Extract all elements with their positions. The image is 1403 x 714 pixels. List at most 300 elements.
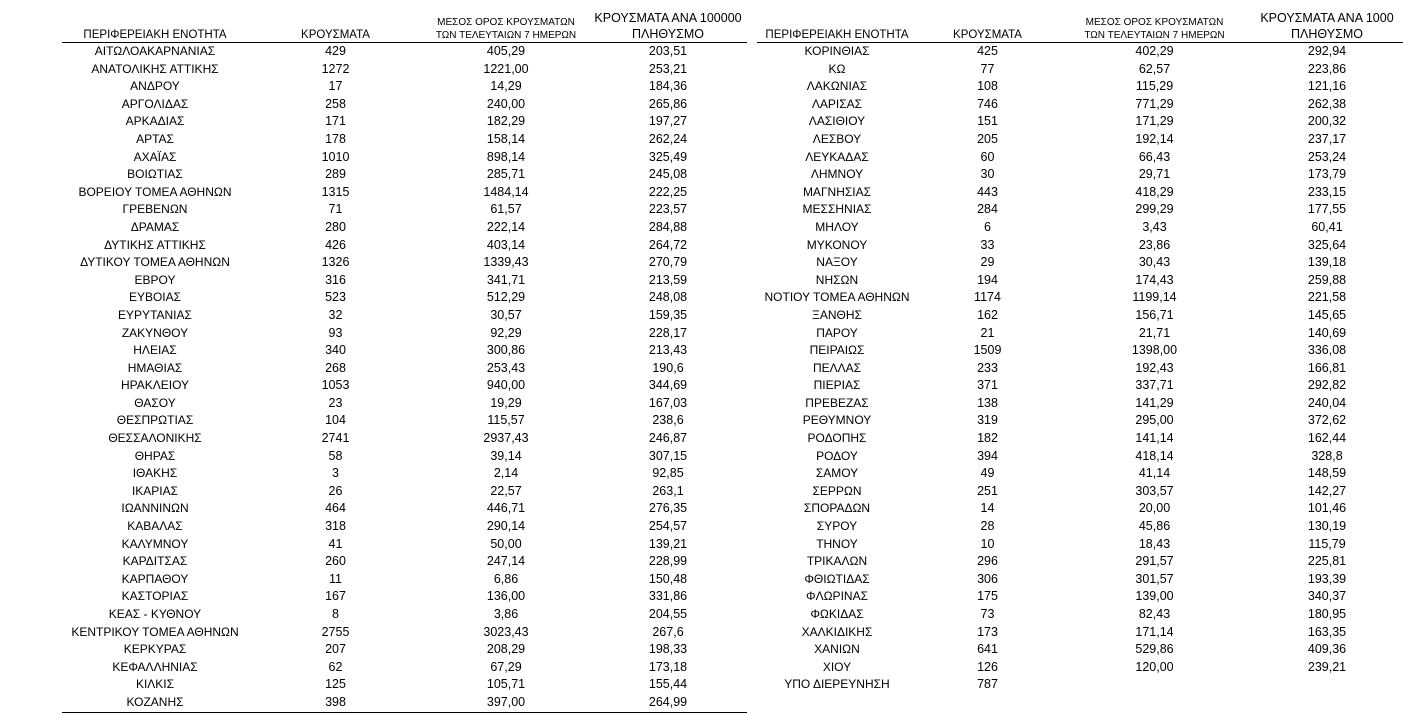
avg7-cell: 62,57 (1138, 61, 1171, 76)
avg7-cell: 171,29 (1135, 114, 1174, 129)
table-row (757, 289, 1403, 307)
region-cell: ΛΑΚΩΝΙΑΣ (806, 79, 868, 94)
region-cell: ΑΧΑΪΑΣ (133, 149, 177, 164)
per100k-cell: 130,19 (1307, 519, 1347, 534)
per100k-cell: 325,64 (1307, 237, 1347, 252)
header-per100k-line2: ΠΛΗΘΥΣΜΟ (632, 27, 704, 41)
region-cell: ΑΙΤΩΛΟΑΚΑΡΝΑΝΙΑΣ (94, 44, 216, 58)
table-row (62, 571, 747, 589)
per100k-cell: 150,48 (648, 571, 688, 586)
per100k-cell: 193,39 (1307, 571, 1347, 586)
region-cell: ΚΕΝΤΡΙΚΟΥ ΤΟΜΕΑ ΑΘΗΝΩΝ (71, 624, 239, 639)
table-row (62, 694, 747, 712)
cases-cell: 194 (977, 272, 998, 287)
region-cell: ΤΡΙΚΑΛΩΝ (806, 554, 868, 569)
table-row (757, 676, 1403, 694)
table-row (757, 219, 1403, 237)
avg7-cell: 192,14 (1135, 131, 1174, 146)
cases-cell: 62 (328, 659, 343, 674)
header-region: ΠΕΡΙΦΕΡΕΙΑΚΗ ΕΝΟΤΗΤΑ (83, 29, 227, 41)
region-cell: ΚΩ (828, 61, 846, 76)
cases-cell: 398 (325, 694, 346, 709)
cases-cell: 296 (977, 554, 998, 569)
table-row (757, 571, 1403, 589)
region-cell: ΝΗΣΩΝ (815, 272, 859, 287)
per100k-cell: 142,27 (1307, 483, 1347, 498)
region-cell: ΚΑΡΔΙΤΣΑΣ (122, 554, 188, 569)
table-row (757, 149, 1403, 167)
table-row (62, 518, 747, 536)
region-cell: ΒΟΙΩΤΙΑΣ (127, 167, 183, 182)
table-row (62, 588, 747, 606)
region-cell: ΕΥΡΥΤΑΝΙΑΣ (118, 307, 192, 322)
avg7-cell: 403,14 (486, 237, 526, 252)
region-cell: ΙΩΑΝΝΙΝΩΝ (121, 501, 189, 516)
cases-cell: 108 (977, 79, 998, 94)
per100k-cell: 140,69 (1307, 325, 1347, 340)
region-cell: ΚΕΦΑΛΛΗΝΙΑΣ (112, 659, 198, 674)
per100k-cell: 173,79 (1307, 167, 1347, 182)
table-row (757, 395, 1403, 413)
avg7-cell: 405,29 (486, 44, 526, 58)
per100k-cell: 139,21 (648, 536, 688, 551)
avg7-cell: 402,29 (1135, 44, 1174, 58)
table-row (62, 201, 747, 219)
cases-cell: 32 (328, 307, 343, 322)
region-cell: ΧΑΝΙΩΝ (814, 642, 860, 657)
cases-cell: 60 (980, 149, 995, 164)
table-row (757, 465, 1403, 483)
cases-cell: 77 (980, 61, 995, 76)
per100k-cell: 92,85 (652, 466, 684, 481)
table-row (757, 113, 1403, 131)
per100k-cell: 115,79 (1308, 536, 1346, 551)
avg7-cell: 418,14 (1135, 448, 1174, 463)
header-per100k (1251, 8, 1403, 43)
cases-cell: 167 (325, 589, 346, 604)
cases-cell: 28 (980, 519, 995, 534)
per100k-cell: 372,62 (1307, 413, 1347, 428)
avg7-cell: 18,43 (1138, 536, 1171, 551)
per100k-cell: 307,15 (648, 448, 688, 463)
region-cell: ΡΟΔΟΥ (816, 448, 858, 463)
per100k-cell: 233,15 (1307, 184, 1347, 199)
region-cell: ΛΑΣΙΘΙΟΥ (808, 114, 866, 129)
region-cell: ΕΒΡΟΥ (134, 272, 176, 287)
region-cell: ΖΑΚΥΝΘΟΥ (121, 325, 189, 340)
region-cell: ΛΕΣΒΟΥ (812, 131, 862, 146)
region-cell: ΑΝΑΤΟΛΙΚΗΣ ΑΤΤΙΚΗΣ (91, 61, 219, 76)
avg7-cell: 253,43 (486, 360, 526, 375)
cases-cell: 280 (325, 219, 346, 234)
table-row (757, 61, 1403, 79)
cases-cell: 260 (325, 554, 346, 569)
table-row (757, 553, 1403, 571)
table-row (757, 659, 1403, 677)
region-cell: ΑΡΚΑΔΙΑΣ (125, 114, 185, 129)
avg7-cell: 174,43 (1135, 272, 1174, 287)
per100k-cell: 292,82 (1307, 378, 1347, 393)
avg7-cell: 30,43 (1138, 255, 1171, 270)
avg7-cell: 22,57 (490, 483, 522, 498)
cases-cell: 26 (328, 483, 343, 498)
per100k-cell: 225,81 (1307, 554, 1347, 569)
table-row (757, 43, 1403, 61)
region-cell: ΜΗΛΟΥ (815, 219, 859, 234)
per100k-cell: 264,72 (648, 237, 688, 252)
avg7-cell: 141,29 (1135, 395, 1174, 410)
per100k-cell: 325,49 (648, 149, 688, 164)
avg7-cell: 247,14 (486, 554, 526, 569)
cases-cell: 1053 (321, 378, 350, 393)
table-row (62, 61, 747, 79)
cases-cell: 125 (325, 677, 346, 692)
avg7-cell: 208,29 (486, 642, 526, 657)
table-row (62, 78, 747, 96)
table-row (62, 307, 747, 325)
region-cell: ΣΕΡΡΩΝ (812, 483, 862, 498)
avg7-cell: 418,29 (1135, 184, 1174, 199)
avg7-cell: 41,14 (1138, 466, 1171, 481)
avg7-cell: 285,71 (486, 167, 526, 182)
header-cases: ΚΡΟΥΣΜΑΤΑ (953, 29, 1022, 41)
avg7-cell: 66,43 (1138, 149, 1171, 164)
header-avg7-line2: ΤΩΝ ΤΕΛΕΥΤΑΙΩΝ 7 ΗΜΕΡΩΝ (1084, 30, 1225, 41)
per100k-cell: 262,38 (1307, 96, 1347, 111)
per100k-cell: 246,87 (648, 431, 688, 446)
cases-cell: 126 (977, 659, 998, 674)
table-row (757, 78, 1403, 96)
region-cell: ΛΑΡΙΣΑΣ (811, 96, 863, 111)
table-row (62, 272, 747, 290)
header-per100k (589, 8, 747, 43)
header-avg7-line2: ΤΩΝ ΤΕΛΕΥΤΑΙΩΝ 7 ΗΜΕΡΩΝ (435, 30, 577, 41)
per100k-cell: 167,03 (648, 395, 688, 410)
cases-cell: 746 (977, 96, 998, 111)
per100k-cell: 409,36 (1307, 642, 1347, 657)
avg7-cell: 29,71 (1138, 167, 1171, 182)
per100k-cell: 198,33 (648, 642, 688, 657)
table-row (62, 149, 747, 167)
table-row (62, 430, 747, 448)
per100k-cell: 328,8 (1311, 448, 1343, 463)
region-cell: ΝΑΞΟΥ (816, 255, 858, 270)
region-cell: ΚΕΑΣ - ΚΥΘΝΟΥ (108, 607, 202, 621)
table-row (757, 536, 1403, 554)
table-row (62, 43, 747, 61)
per100k-cell: 223,86 (1307, 61, 1347, 76)
cases-cell: 29 (980, 255, 995, 270)
cases-cell: 1010 (321, 149, 350, 164)
cases-cell: 171 (325, 114, 346, 129)
table-row (757, 483, 1403, 501)
cases-cell: 175 (977, 589, 998, 604)
cases-cell: 17 (328, 79, 343, 94)
region-cell: ΦΘΙΩΤΙΔΑΣ (804, 571, 870, 586)
avg7-cell: 240,00 (486, 96, 526, 111)
right-header-row (757, 8, 1403, 43)
region-cell: ΤΗΝΟΥ (816, 536, 858, 551)
cases-cell: 258 (325, 96, 346, 111)
per100k-cell: 184,36 (648, 79, 688, 94)
table-row (757, 272, 1403, 290)
per100k-cell: 336,08 (1307, 343, 1347, 358)
avg7-cell: 115,29 (1135, 79, 1174, 94)
table-row (757, 325, 1403, 343)
per100k-cell: 121,16 (1307, 79, 1347, 94)
table-row (62, 536, 747, 554)
region-cell: ΔΥΤΙΚΗΣ ΑΤΤΙΚΗΣ (104, 237, 206, 252)
region-cell: ΡΕΘΥΜΝΟΥ (802, 413, 872, 428)
region-cell: ΓΡΕΒΕΝΩΝ (122, 202, 188, 217)
per100k-cell: 163,35 (1307, 624, 1347, 639)
cases-cell: 306 (977, 571, 998, 586)
per100k-cell: 222,25 (648, 184, 688, 199)
table-row (757, 430, 1403, 448)
table-row (62, 500, 747, 518)
per100k-cell: 213,59 (648, 272, 688, 287)
avg7-cell: 192,43 (1135, 360, 1174, 375)
avg7-cell: 23,86 (1138, 237, 1171, 252)
cases-cell: 316 (325, 272, 346, 287)
header-avg7-line1: ΜΕΣΟΣ ΟΡΟΣ ΚΡΟΥΣΜΑΤΩΝ (437, 17, 575, 28)
cases-cell: 284 (977, 202, 998, 217)
avg7-cell: 61,57 (490, 202, 522, 217)
per100k-cell: 270,79 (648, 255, 688, 270)
cases-cell: 73 (980, 607, 995, 621)
per100k-cell: 253,24 (1307, 149, 1347, 164)
avg7-cell: 446,71 (486, 501, 526, 516)
region-cell: ΚΙΛΚΙΣ (135, 677, 175, 692)
region-cell: ΑΡΤΑΣ (136, 131, 174, 146)
per100k-cell: 284,88 (648, 219, 688, 234)
avg7-cell: 290,14 (486, 519, 526, 534)
avg7-cell: 3,86 (493, 607, 519, 621)
per100k-cell: 344,69 (648, 378, 688, 393)
per100k-cell: 101,46 (1307, 501, 1347, 516)
region-cell: ΙΘΑΚΗΣ (132, 466, 178, 481)
avg7-cell: 1199,14 (1132, 290, 1177, 305)
cases-cell: 523 (325, 290, 346, 305)
per100k-cell: 276,35 (648, 501, 688, 516)
right-cases-table (757, 8, 1403, 694)
cases-cell: 2755 (321, 624, 350, 639)
cases-cell: 205 (977, 131, 998, 146)
table-row (62, 412, 747, 430)
per100k-cell: 145,65 (1307, 307, 1347, 322)
avg7-cell: 3,43 (1142, 219, 1167, 234)
avg7-cell: 1221,00 (483, 61, 529, 76)
cases-cell: 104 (325, 413, 346, 428)
table-row (62, 553, 747, 571)
per100k-cell: 213,43 (648, 343, 688, 358)
cases-cell: 319 (977, 413, 998, 428)
right-table-body (757, 43, 1403, 694)
avg7-cell: 1398,00 (1131, 343, 1178, 358)
avg7-cell: 50,00 (490, 536, 522, 551)
avg7-cell: 82,43 (1138, 607, 1171, 621)
per100k-cell: 204,55 (648, 607, 688, 621)
per100k-cell: 263,1 (652, 483, 684, 498)
avg7-cell: 303,57 (1135, 483, 1174, 498)
per100k-cell: 237,17 (1307, 131, 1347, 146)
per100k-cell: 190,6 (652, 360, 684, 375)
avg7-cell: 341,71 (486, 272, 526, 287)
table-row (62, 676, 747, 694)
per100k-cell: 265,86 (648, 96, 688, 111)
cases-cell: 21 (980, 325, 995, 340)
avg7-cell: 300,86 (486, 343, 526, 358)
cases-cell: 11 (329, 571, 342, 586)
cases-cell: 30 (980, 167, 995, 182)
cases-cell: 138 (977, 395, 998, 410)
avg7-cell: 2,14 (493, 466, 519, 481)
per100k-cell: 267,6 (652, 624, 684, 639)
region-cell: ΠΕΙΡΑΙΩΣ (809, 343, 865, 358)
table-row (757, 166, 1403, 184)
region-cell: ΠΑΡΟΥ (816, 325, 858, 340)
region-cell: ΗΜΑΘΙΑΣ (127, 360, 183, 375)
per100k-cell: 264,99 (648, 694, 688, 709)
table-row (757, 237, 1403, 255)
region-cell: ΚΑΡΠΑΘΟΥ (121, 571, 189, 586)
cases-cell: 8 (332, 607, 339, 621)
cases-cell: 371 (977, 378, 998, 393)
region-cell: ΠΡΕΒΕΖΑΣ (805, 395, 869, 410)
cases-cell: 426 (325, 237, 346, 252)
cases-cell: 394 (977, 448, 998, 463)
cases-cell: 464 (325, 501, 346, 516)
table-row (62, 184, 747, 202)
region-cell: ΜΥΚΟΝΟΥ (806, 237, 868, 252)
region-cell: ΚΕΡΚΥΡΑΣ (123, 642, 187, 657)
avg7-cell: 2937,43 (483, 431, 529, 446)
per100k-cell: 180,95 (1307, 607, 1347, 621)
cases-cell: 41 (328, 536, 343, 551)
avg7-cell: 222,14 (486, 219, 526, 234)
per100k-cell: 240,04 (1307, 395, 1347, 410)
avg7-cell: 158,14 (486, 131, 526, 146)
cases-cell: 93 (328, 325, 343, 340)
region-cell: ΘΗΡΑΣ (134, 448, 176, 463)
cases-cell: 340 (325, 343, 346, 358)
header-avg7 (1058, 8, 1251, 43)
cases-cell: 14 (980, 501, 995, 516)
cases-cell: 1315 (321, 184, 350, 199)
cases-cell: 173 (977, 624, 998, 639)
cases-cell: 3 (332, 466, 339, 481)
per100k-cell: 245,08 (648, 167, 688, 182)
avg7-cell: 120,00 (1135, 659, 1174, 674)
table-row (757, 624, 1403, 642)
table-row (757, 377, 1403, 395)
table-row (62, 219, 747, 237)
table-row (62, 483, 747, 501)
table-row (62, 131, 747, 149)
table-row (62, 465, 747, 483)
table-row (757, 641, 1403, 659)
avg7-cell: 3023,43 (483, 624, 529, 639)
region-cell: ΗΡΑΚΛΕΙΟΥ (120, 378, 190, 393)
table-row (757, 254, 1403, 272)
region-cell: ΧΑΛΚΙΔΙΚΗΣ (801, 624, 873, 639)
table-row (757, 412, 1403, 430)
region-cell: ΕΥΒΟΙΑΣ (128, 290, 182, 305)
avg7-cell: 141,14 (1135, 431, 1174, 446)
avg7-cell: 39,14 (490, 448, 522, 463)
cases-cell: 251 (977, 483, 998, 498)
region-cell: ΙΚΑΡΙΑΣ (131, 483, 179, 498)
region-cell: ΥΠΟ ΔΙΕΡΕΥΝΗΣΗ (784, 677, 890, 692)
region-cell: ΠΕΛΛΑΣ (812, 360, 862, 375)
per100k-cell: 203,51 (648, 44, 688, 58)
per100k-cell: 200,32 (1307, 114, 1347, 129)
region-cell: ΚΑΒΑΛΑΣ (127, 519, 183, 534)
avg7-cell: 115,57 (487, 413, 525, 428)
table-row (62, 237, 747, 255)
region-cell: ΛΕΥΚΑΔΑΣ (805, 149, 869, 164)
per100k-cell: 173,18 (648, 659, 688, 674)
region-cell: ΜΑΓΝΗΣΙΑΣ (802, 184, 872, 199)
avg7-cell: 19,29 (490, 395, 522, 410)
table-row (757, 360, 1403, 378)
avg7-cell: 105,71 (486, 677, 526, 692)
avg7-cell: 30,57 (490, 307, 522, 322)
table-row (62, 659, 747, 677)
per100k-cell: 228,99 (648, 554, 688, 569)
cases-cell: 207 (325, 642, 346, 657)
region-cell: ΠΙΕΡΙΑΣ (813, 378, 861, 393)
region-cell: ΔΥΤΙΚΟΥ ΤΟΜΕΑ ΑΘΗΝΩΝ (80, 255, 230, 270)
header-avg7-line1: ΜΕΣΟΣ ΟΡΟΣ ΚΡΟΥΣΜΑΤΩΝ (1085, 17, 1224, 28)
cases-cell: 58 (328, 448, 343, 463)
per100k-cell: 155,44 (648, 677, 688, 692)
avg7-cell: 21,71 (1138, 325, 1171, 340)
cases-cell: 233 (977, 360, 998, 375)
region-cell: ΚΟΡΙΝΘΙΑΣ (804, 44, 870, 58)
per100k-cell: 139,18 (1307, 255, 1347, 270)
table-row (62, 377, 747, 395)
region-cell: ΣΥΡΟΥ (816, 519, 858, 534)
header-cases: ΚΡΟΥΣΜΑΤΑ (301, 29, 370, 41)
cases-cell: 182 (977, 431, 998, 446)
cases-cell: 23 (328, 395, 343, 410)
per100k-cell: 248,08 (648, 290, 688, 305)
table-row (757, 201, 1403, 219)
table-row (62, 325, 747, 343)
left-cases-table (62, 8, 747, 713)
table-row (757, 131, 1403, 149)
table-row (62, 254, 747, 272)
table-row (757, 500, 1403, 518)
avg7-cell: 156,71 (1135, 307, 1174, 322)
left-table-body (62, 43, 747, 713)
region-cell: ΧΙΟΥ (822, 659, 852, 674)
cases-cell: 49 (980, 466, 995, 481)
region-cell: ΘΑΣΟΥ (134, 395, 176, 410)
avg7-cell: 182,29 (486, 114, 526, 129)
per100k-cell: 292,94 (1307, 44, 1347, 58)
header-per100k-line2: ΠΛΗΘΥΣΜΟ (1291, 27, 1363, 41)
avg7-cell: 14,29 (490, 79, 522, 94)
table-row (62, 624, 747, 642)
cases-cell: 178 (325, 131, 346, 146)
per100k-cell: 254,57 (648, 519, 688, 534)
region-cell: ΞΑΝΘΗΣ (812, 307, 862, 322)
table-row (62, 96, 747, 114)
table-row (757, 448, 1403, 466)
region-cell: ΚΑΣΤΟΡΙΑΣ (121, 589, 189, 604)
